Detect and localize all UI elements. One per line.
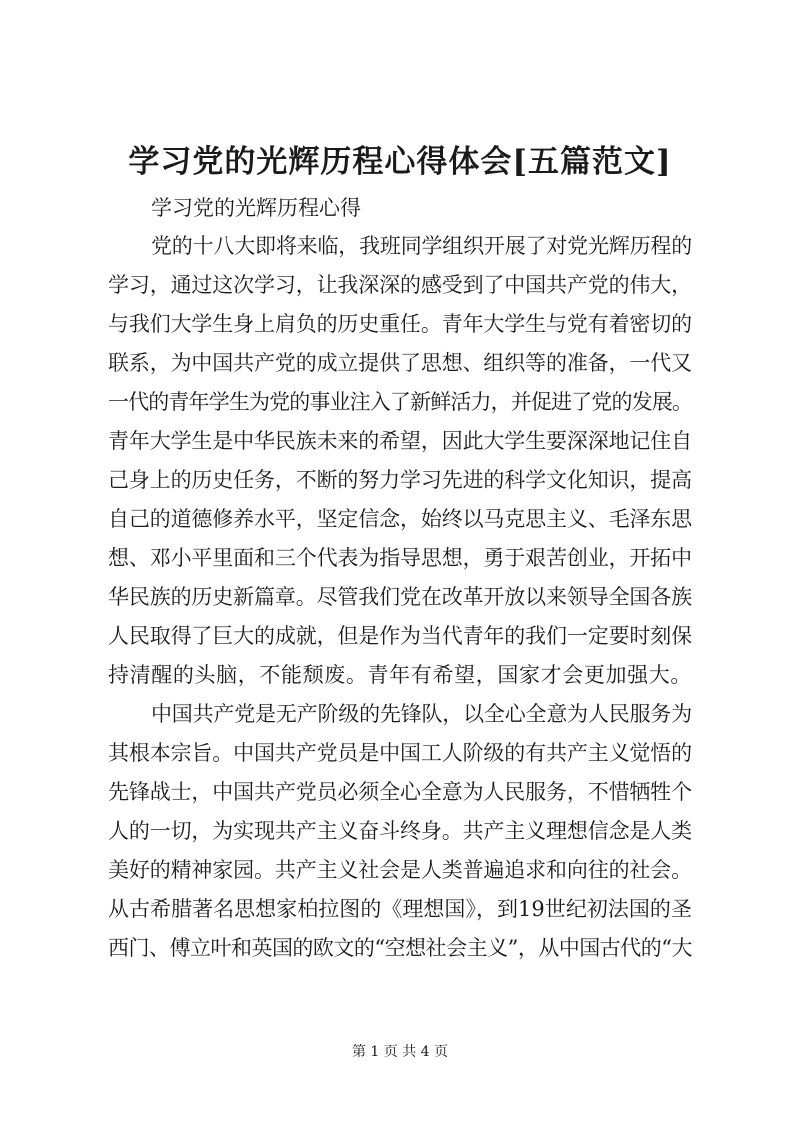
body-line: 党的十八大即将来临，我班同学组织开展了对党光辉历程的 <box>151 234 692 258</box>
body-line: 与我们大学生身上肩负的历史重任。青年大学生与党有着密切的 <box>108 312 692 336</box>
body-line: 联系，为中国共产党的成立提供了思想、组织等的准备，一代又 <box>108 351 692 375</box>
document-subtitle: 学习党的光辉历程心得 <box>151 196 361 220</box>
body-line: 从古希腊著名思想家柏拉图的《理想国》，到19世纪初法国的圣 <box>108 897 692 921</box>
body-line: 持清醒的头脑，不能颓废。青年有希望，国家才会更加强大。 <box>108 663 692 687</box>
body-line: 自己的道德修养水平，坚定信念，始终以马克思主义、毛泽东思 <box>108 507 692 531</box>
body-line: 己身上的历史任务，不断的努力学习先进的科学文化知识，提高 <box>108 468 692 492</box>
body-line: 西门、傅立叶和英国的欧文的“空想社会主义”，从中国古代的“大 <box>108 936 692 960</box>
body-line: 先锋战士，中国共产党员必须全心全意为人民服务，不惜牺牲个 <box>108 780 692 804</box>
body-line: 中国共产党是无产阶级的先锋队，以全心全意为人民服务为 <box>151 702 692 726</box>
body-line: 一代的青年学生为党的事业注入了新鲜活力，并促进了党的发展。 <box>108 390 692 414</box>
body-line: 人的一切，为实现共产主义奋斗终身。共产主义理想信念是人类 <box>108 819 692 843</box>
body-line: 青年大学生是中华民族未来的希望，因此大学生要深深地记住自 <box>108 429 692 453</box>
body-line: 人民取得了巨大的成就，但是作为当代青年的我们一定要时刻保 <box>108 624 692 648</box>
body-line: 其根本宗旨。中国共产党员是中国工人阶级的有共产主义觉悟的 <box>108 741 692 765</box>
body-line: 美好的精神家园。共产主义社会是人类普遍追求和向往的社会。 <box>108 858 692 882</box>
page-number-footer: 第 1 页 共 4 页 <box>351 1044 449 1060</box>
body-line: 华民族的历史新篇章。尽管我们党在改革开放以来领导全国各族 <box>108 585 692 609</box>
body-line: 学习，通过这次学习，让我深深的感受到了中国共产党的伟大， <box>108 273 692 297</box>
document-title: 学习党的光辉历程心得体会[五篇范文] <box>128 144 672 180</box>
body-line: 想、邓小平里面和三个代表为指导思想，勇于艰苦创业，开拓中 <box>108 546 692 570</box>
